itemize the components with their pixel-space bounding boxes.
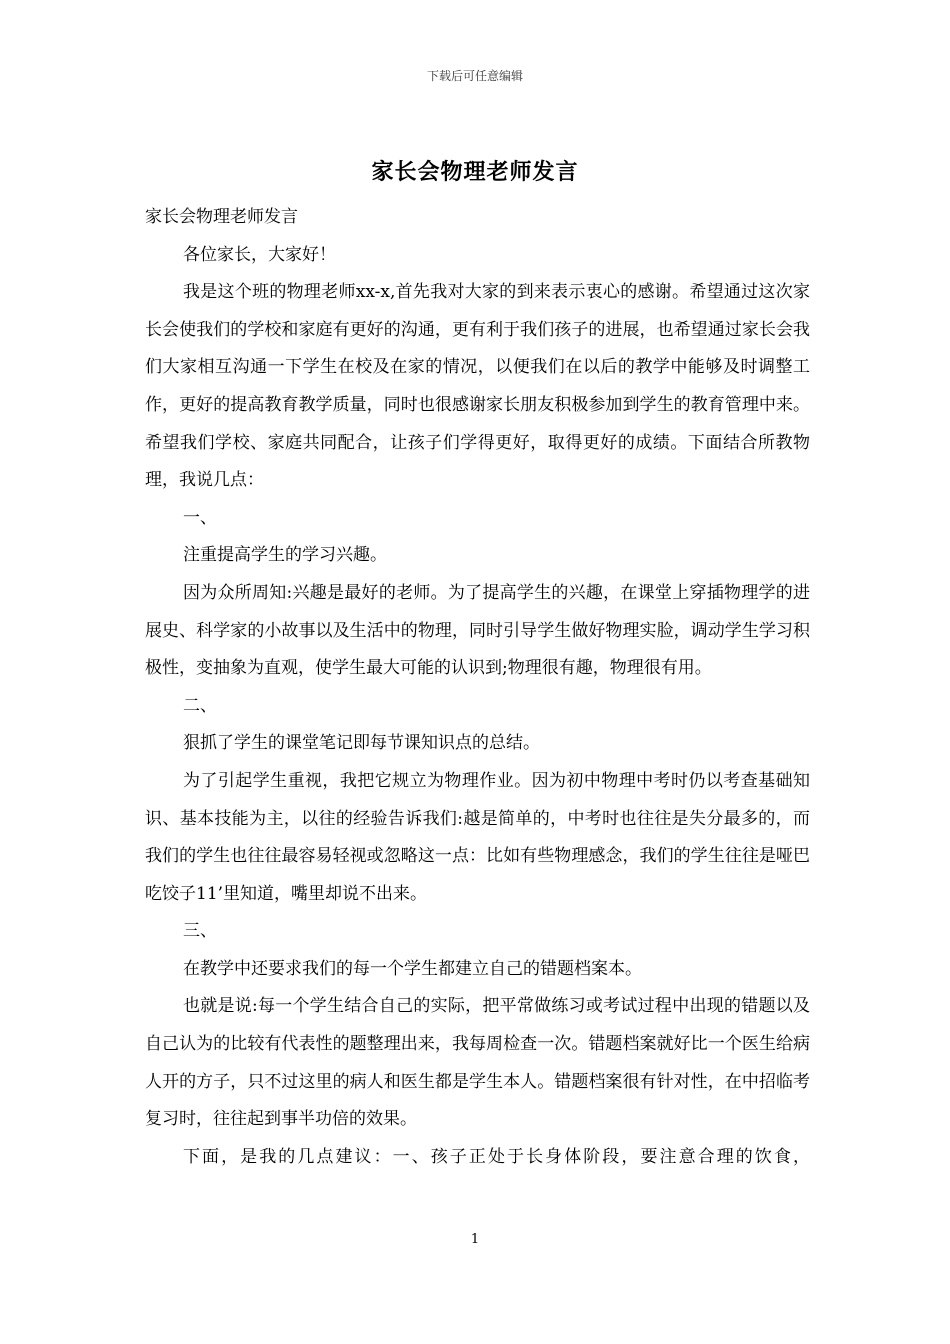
page-number: 1 (470, 1232, 480, 1247)
section-heading-2: 狠抓了学生的课堂笔记即每节课知识点的总结。 (183, 733, 540, 754)
document-body (145, 199, 810, 1176)
section-number-3: 三、 (183, 921, 217, 942)
section-heading-1: 注重提高学生的学习兴趣。 (183, 545, 387, 566)
paragraph-intro: 我是这个班的物理老师xx-x,首先我对大家的到来表示衷心的感谢。希望通过这次家长会使我们的学校和家庭有更好的沟通，更有利于我们孩子的进展，也希望通过家长会我们大家相互沟通一下学生在校及在家的情况，以便我们在以后的教学中能够及时调整工作，更好的提高教育教学质量，同时也很感谢家长朋友积极参加到学生的教育管理中来。希望我们学校、家庭共同配合，让孩子们学得更好，取得更好的成绩。下面结合所教物理，我说几点： (145, 282, 810, 491)
document-title: 家长会物理老师发言 (371, 159, 579, 185)
paragraph-section-2: 为了引起学生重视，我把它规立为物理作业。因为初中物理中考时仍以考查基础知识、基本技能为主，以往的经验告诉我们:越是简单的，中考时也往往是失分最多的，而我们的学生也往往最容易轻视或忽略这一点：比如有些物理感念，我们的学生往往是哑巴吃饺子11’里知道，嘴里却说不出来。 (145, 770, 810, 904)
header-note: 下载后可任意编辑 (426, 69, 523, 83)
section-heading-3: 在教学中还要求我们的每一个学生都建立自己的错题档案本。 (183, 958, 642, 979)
paragraph-suggestions: 下面，是我的几点建议：一、孩子正处于长身体阶段，要注意合理的饮食， (183, 1146, 810, 1167)
section-number-1: 一、 (183, 507, 217, 528)
paragraph-section-3: 也就是说:每一个学生结合自己的实际，把平常做练习或考试过程中出现的错题以及自己认为的比较有代表性的题整理出来，我每周检查一次。错题档案就好比一个医生给病人开的方子，只不过这里的病人和医生都是学生本人。错题档案很有针对性，在中招临考复习时，往往起到事半功倍的效果。 (145, 996, 810, 1130)
paragraph-greeting: 各位家长，大家好！ (183, 244, 336, 265)
paragraph-section-1: 因为众所周知:兴趣是最好的老师。为了提高学生的兴趣，在课堂上穿插物理学的进展史、科学家的小故事以及生活中的物理，同时引导学生做好物理实脸，调动学生学习积极性，变抽象为直观，使学生最大可能的认识到;物理很有趣，物理很有用。 (145, 582, 810, 679)
section-number-2: 二、 (183, 695, 217, 716)
paragraph-subtitle: 家长会物理老师发言 (145, 207, 298, 227)
